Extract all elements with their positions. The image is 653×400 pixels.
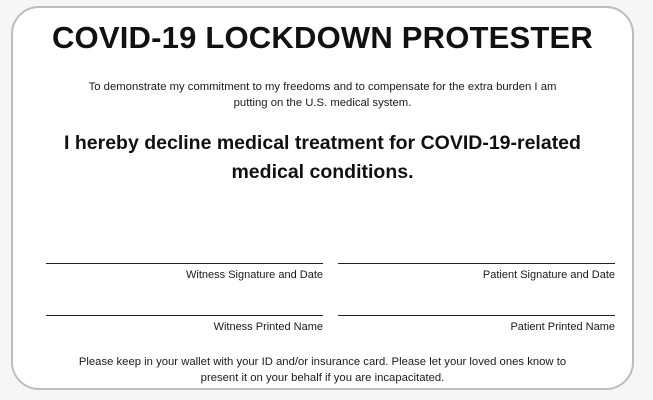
lockdown-protester-card (11, 6, 634, 390)
card-title: COVID-19 LOCKDOWN PROTESTER (51, 20, 594, 55)
footer-instructions (31, 354, 614, 386)
intro-line-2: putting on the U.S. medical system. (233, 97, 412, 109)
footer-line-1: Please keep in your wallet with your ID and/or insurance card. Please let your loved ones know to (78, 356, 567, 368)
witness-name-field (46, 315, 323, 333)
patient-signature-label: Patient Signature and Date (482, 269, 615, 281)
patient-signature-field (338, 263, 615, 281)
patient-name-line (338, 315, 615, 316)
declaration-line-1: I hereby decline medical treatment for COVID-19-related (64, 132, 581, 154)
patient-signature-line (338, 263, 615, 264)
intro-text (41, 79, 604, 111)
patient-name-field (338, 315, 615, 333)
witness-name-label: Witness Printed Name (213, 321, 323, 333)
footer-line-2: present it on your behalf if you are incapacitated. (200, 372, 445, 384)
patient-name-label: Patient Printed Name (510, 321, 615, 333)
witness-signature-field (46, 263, 323, 281)
witness-signature-label: Witness Signature and Date (186, 269, 323, 281)
intro-line-1: To demonstrate my commitment to my freedoms and to compensate for the extra burden I am (88, 81, 557, 93)
declaration-line-2: medical conditions. (231, 161, 414, 183)
declaration-statement (33, 129, 612, 187)
witness-signature-line (46, 263, 323, 264)
witness-name-line (46, 315, 323, 316)
